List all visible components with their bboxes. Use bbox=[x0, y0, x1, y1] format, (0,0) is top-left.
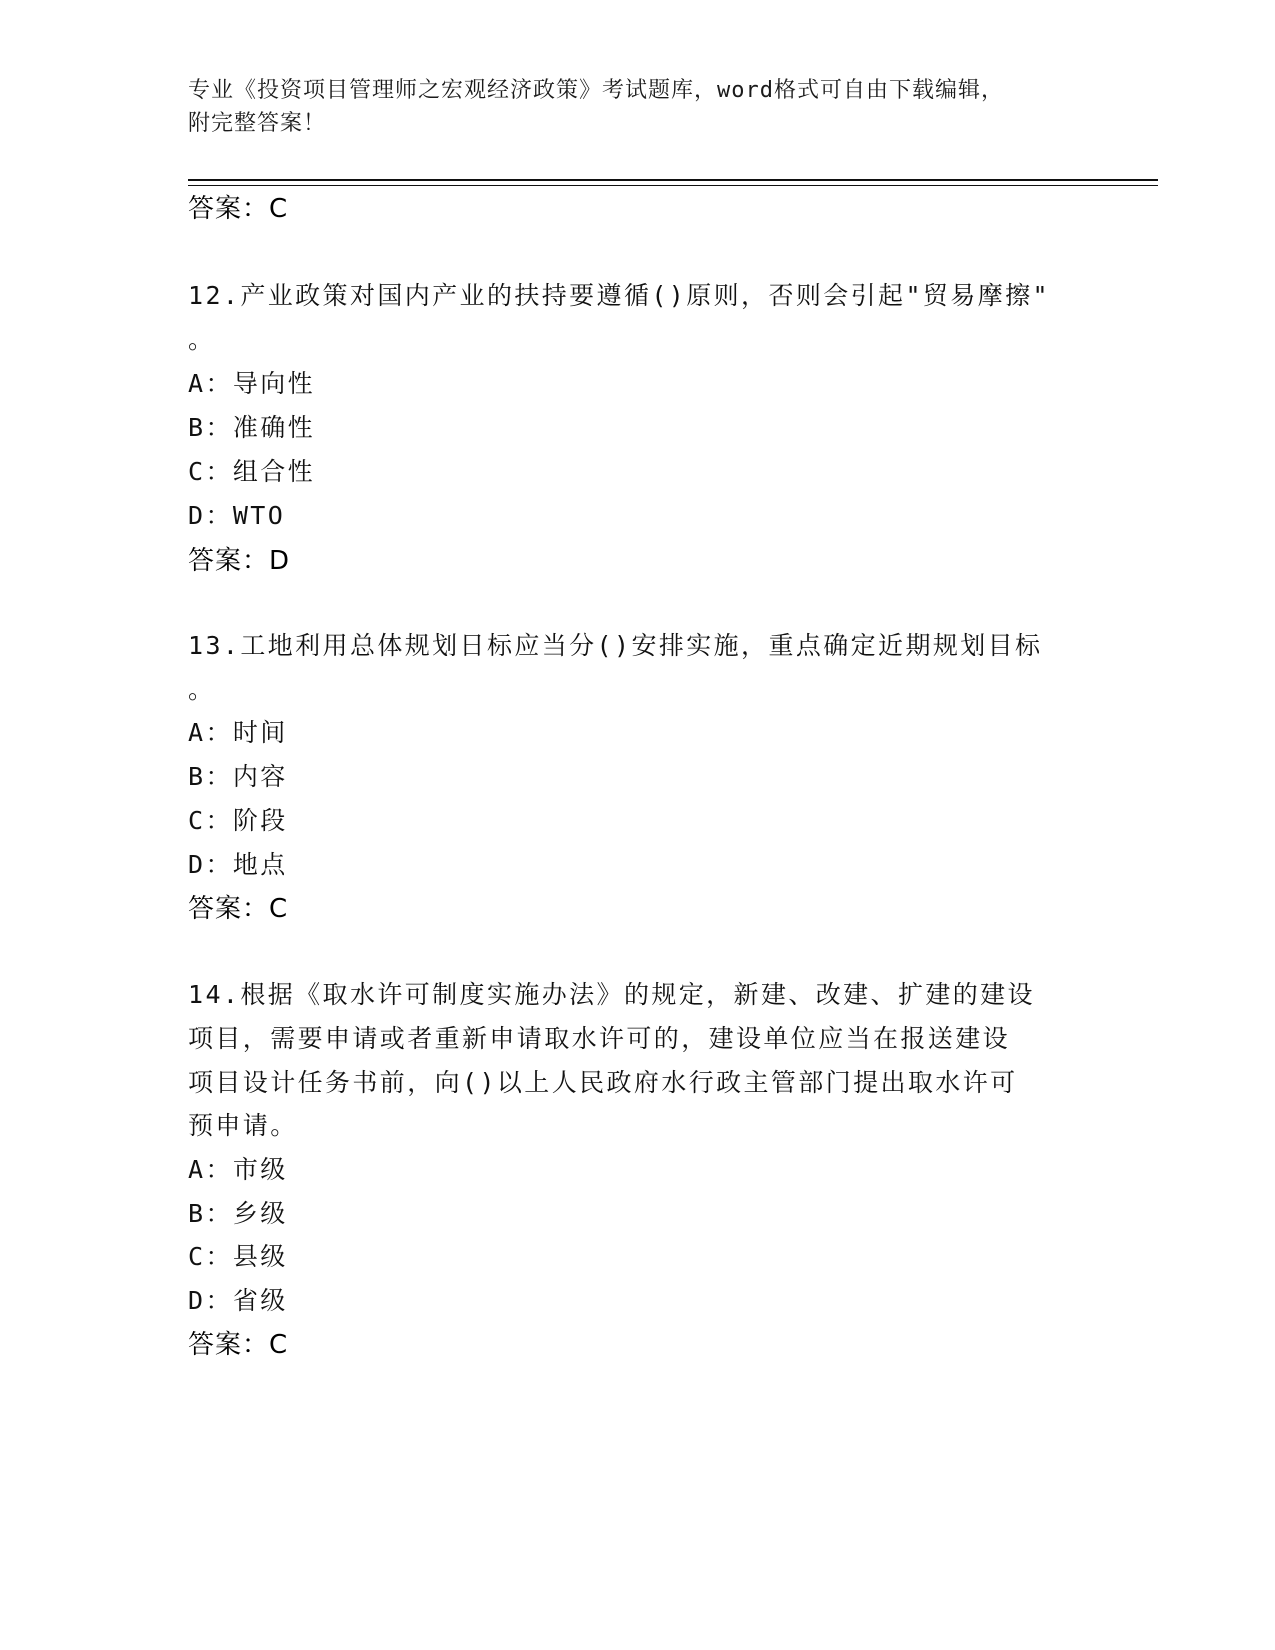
q12-option-d: D：WTO bbox=[188, 501, 286, 530]
q12-option-a: A：导向性 bbox=[188, 369, 316, 398]
q13-answer: 答案：C bbox=[188, 894, 289, 924]
document-header bbox=[188, 74, 1088, 140]
q13-option-d: D：地点 bbox=[188, 850, 288, 879]
q12-option-c: C：组合性 bbox=[188, 457, 316, 486]
q13-option-b: B：内容 bbox=[188, 762, 288, 791]
q14-option-b: B：乡级 bbox=[188, 1199, 288, 1228]
q12-answer: 答案：D bbox=[188, 546, 291, 576]
q12-option-b: B：准确性 bbox=[188, 413, 316, 442]
q12-stem-line-1: 12.产业政策对国内产业的扶持要遵循()原则，否则会引起"贸易摩擦" bbox=[188, 281, 1050, 310]
q13-option-a: A：时间 bbox=[188, 718, 288, 747]
q13-stem-line-2: 。 bbox=[188, 675, 216, 704]
q14-stem-line-1: 14.根据《取水许可制度实施办法》的规定，新建、改建、扩建的建设 bbox=[188, 980, 1035, 1009]
q14-answer: 答案：C bbox=[188, 1330, 289, 1360]
q13-option-c: C：阶段 bbox=[188, 806, 288, 835]
q14-stem-line-4: 预申请。 bbox=[188, 1111, 298, 1140]
q12-stem-line-2: 。 bbox=[188, 325, 216, 354]
header-line-2: 附完整答案！ bbox=[188, 111, 327, 136]
header-divider-thick bbox=[188, 179, 1158, 181]
q14-stem-line-3: 项目设计任务书前，向()以上人民政府水行政主管部门提出取水许可 bbox=[188, 1068, 1018, 1097]
q14-option-c: C：县级 bbox=[188, 1242, 288, 1271]
q14-stem-line-2: 项目，需要申请或者重新申请取水许可的，建设单位应当在报送建设 bbox=[188, 1024, 1011, 1053]
header-divider-thin bbox=[188, 185, 1158, 186]
q14-option-a: A：市级 bbox=[188, 1155, 288, 1184]
q13-stem-line-1: 13.工地利用总体规划日标应当分()安排实施，重点确定近期规划目标 bbox=[188, 631, 1043, 660]
q14-option-d: D：省级 bbox=[188, 1286, 288, 1315]
previous-answer: 答案：C bbox=[188, 194, 289, 224]
header-line-1: 专业《投资项目管理师之宏观经济政策》考试题库，word格式可自由下载编辑， bbox=[188, 78, 1004, 103]
